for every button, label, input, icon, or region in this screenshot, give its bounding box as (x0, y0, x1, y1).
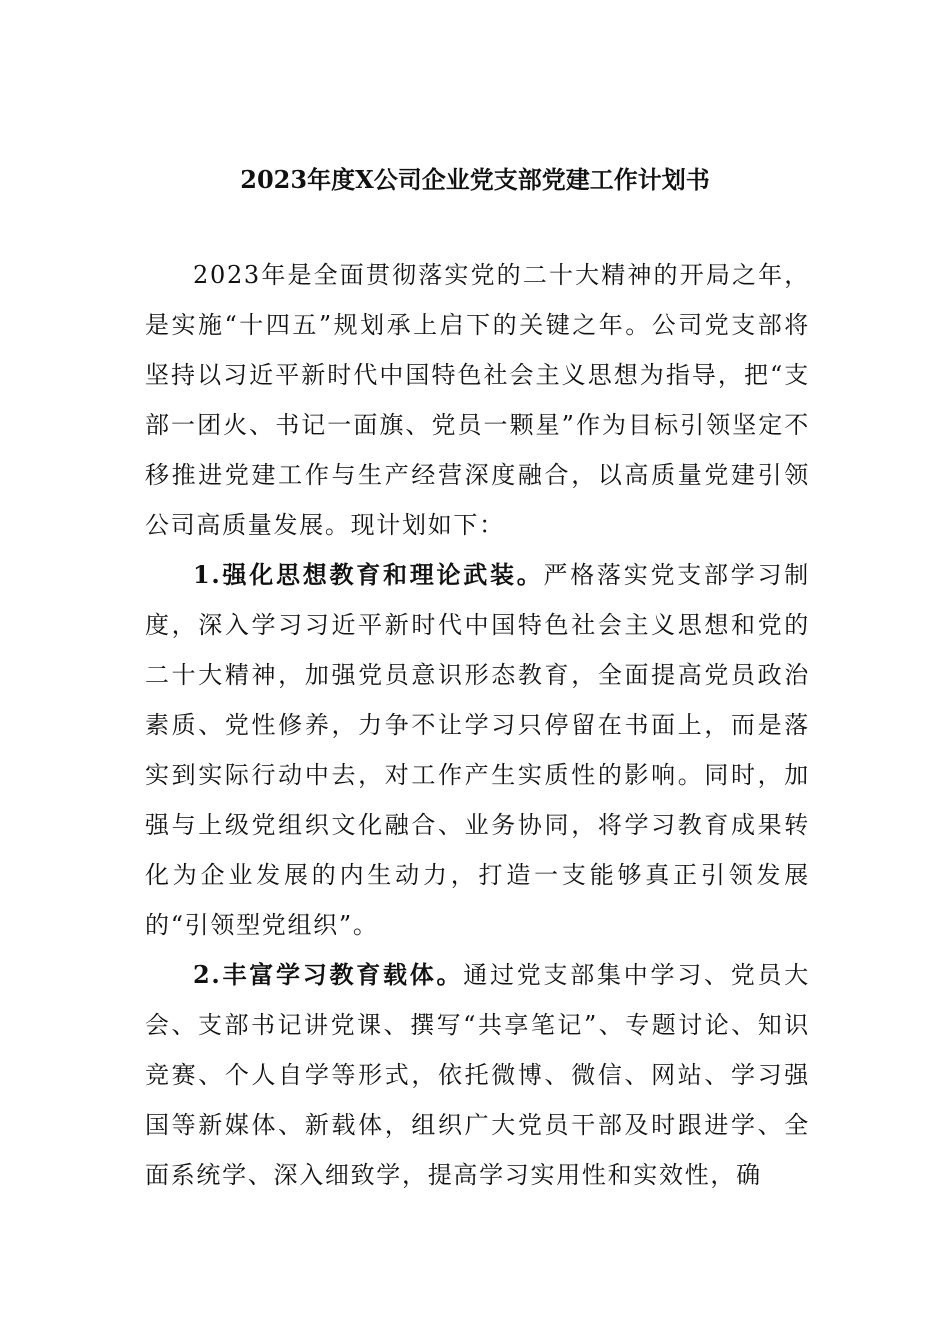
paragraph-item-1 (145, 550, 810, 950)
paragraph-intro (145, 250, 810, 550)
paragraph-text: 2023年是全面贯彻落实党的二十大精神的开局之年，是实施“十四五”规划承上启下的关键之年。公司党支部将坚持以习近平新时代中国特色社会主义思想为指导，把“支部一团火、书记一面旗、党员一颗星”作为目标引领坚定不移推进党建工作与生产经营深度融合，以高质量党建引领公司高质量发展。现计划如下： (145, 261, 810, 539)
paragraph-lead: 1.强化思想教育和理论武装。 (193, 560, 544, 589)
paragraph-item-2 (145, 950, 810, 1200)
paragraph-text: 通过党支部集中学习、党员大会、支部书记讲党课、撰写“共享笔记”、专题讨论、知识竞赛、个人自学等形式，依托微博、微信、网站、学习强国等新媒体、新载体，组织广大党员干部及时跟进学、全面系统学、深入细致学，提高学习实用性和实效性，确 (145, 961, 810, 1189)
document-body (145, 250, 810, 1200)
paragraph-text: 严格落实党支部学习制度，深入学习习近平新时代中国特色社会主义思想和党的二十大精神，加强党员意识形态教育，全面提高党员政治素质、党性修养，力争不让学习只停留在书面上，而是落实到实际行动中去，对工作产生实质性的影响。同时，加强与上级党组织文化融合、业务协同，将学习教育成果转化为企业发展的内生动力，打造一支能够真正引领发展的“引领型党组织”。 (145, 561, 810, 939)
document-title: 2023年度X公司企业党支部党建工作计划书 (240, 165, 710, 194)
paragraph-lead: 2.丰富学习教育载体。 (193, 960, 464, 989)
